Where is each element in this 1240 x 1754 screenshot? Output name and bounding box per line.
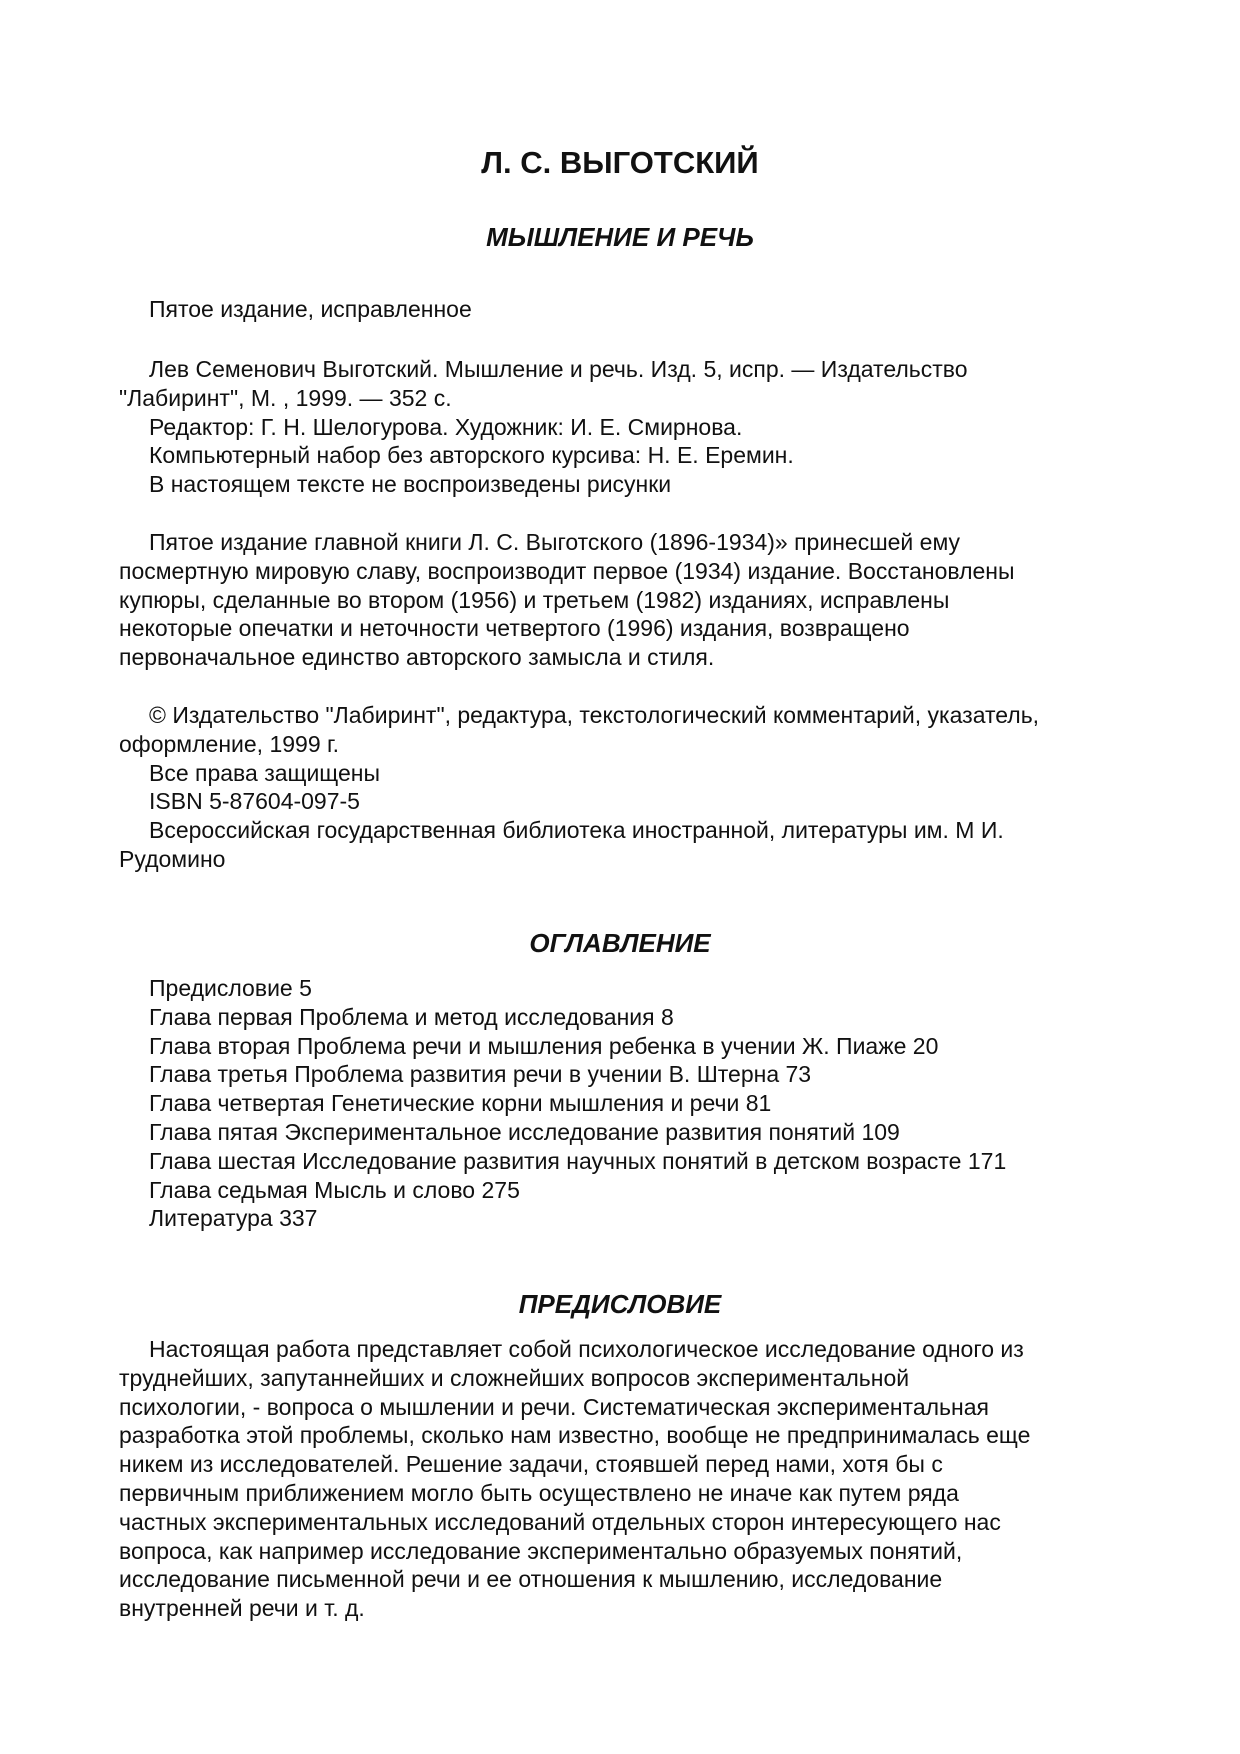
imprint-line: Компьютерный набор без авторского курсива: Н. Е. Еремин.: [149, 442, 794, 469]
preface-line: первичным приближением могло быть осуществлено не иначе как путем ряда: [119, 1479, 959, 1506]
abstract-line: купюры, сделанные во втором (1956) и третьем (1982) изданиях, исправлены: [119, 586, 950, 613]
preface-line: исследование письменной речи и ее отношения к мышлению, исследование: [119, 1566, 943, 1593]
preface-heading: ПРЕДИСЛОВИЕ: [518, 1289, 722, 1319]
imprint-block: [119, 355, 1129, 499]
preface-line: разработка этой проблемы, сколько нам известно, вообще не предпринималась еще: [119, 1422, 1031, 1449]
copyright-line: © Издательство "Лабиринт", редактура, текстологический комментарий, указатель,: [149, 702, 1040, 728]
table-of-contents: [119, 974, 1129, 1233]
copyright-block: [119, 701, 1129, 874]
toc-heading: ОГЛАВЛЕНИЕ: [529, 928, 711, 958]
toc-item[interactable]: Глава шестая Исследование развития научных понятий в детском возрасте 171: [149, 1147, 1007, 1174]
toc-item[interactable]: Глава седьмая Мысль и слово 275: [149, 1176, 520, 1203]
copyright-line: Все права защищены: [149, 759, 380, 786]
preface-line: психологии, - вопроса о мышлении и речи. Систематическая экспериментальная: [119, 1393, 989, 1420]
edition-note: [119, 295, 1129, 324]
imprint-line: В настоящем тексте не воспроизведены рисунки: [149, 471, 672, 498]
abstract-line: Пятое издание главной книги Л. С. Выготского (1896-1934)» принесшей ему: [149, 529, 961, 555]
abstract-block: [119, 528, 1129, 672]
preface-line: частных экспериментальных исследований отдельных сторон интересующего нас: [119, 1508, 1001, 1535]
preface-line: никем из исследователей. Решение задачи, стоявшей перед нами, хотя бы с: [119, 1451, 943, 1478]
copyright-line: оформление, 1999 г.: [119, 730, 339, 757]
preface-line: труднейших, запутаннейших и сложнейших вопросов экспериментальной: [119, 1364, 910, 1391]
preface-line: Настоящая работа представляет собой психологическое исследование одного из: [149, 1336, 1024, 1362]
preface-line: внутренней речи и т. д.: [119, 1595, 365, 1622]
book-title: МЫШЛЕНИЕ И РЕЧЬ: [486, 222, 754, 252]
copyright-line: Всероссийская государственная библиотека иностранной, литературы им. М И.: [149, 817, 1004, 844]
imprint-line: Лев Семенович Выготский. Мышление и речь. Изд. 5, испр. — Издательство: [149, 356, 968, 382]
copyright-line: Рудомино: [119, 845, 226, 872]
toc-item[interactable]: Предисловие 5: [149, 975, 312, 1001]
toc-item[interactable]: Глава вторая Проблема речи и мышления ребенка в учении Ж. Пиаже 20: [149, 1032, 939, 1059]
abstract-line: некоторые опечатки и неточности четвертого (1996) издания, возвращено: [119, 615, 910, 642]
abstract-line: посмертную мировую славу, воспроизводит первое (1934) издание. Восстановлены: [119, 557, 1015, 584]
copyright-line: ISBN 5-87604-097-5: [149, 788, 360, 815]
abstract-line: первоначальное единство авторского замысла и стиля.: [119, 644, 715, 671]
toc-item[interactable]: Глава первая Проблема и метод исследования 8: [149, 1003, 674, 1030]
toc-item[interactable]: Глава третья Проблема развития речи в учении В. Штерна 73: [149, 1061, 812, 1088]
edition-line: Пятое издание, исправленное: [149, 296, 472, 322]
preface-line: вопроса, как например исследование экспериментально образуемых понятий,: [119, 1537, 963, 1564]
toc-item[interactable]: Глава четвертая Генетические корни мышления и речи 81: [149, 1090, 772, 1117]
toc-item[interactable]: Литература 337: [149, 1205, 318, 1232]
imprint-line: Редактор: Г. Н. Шелогурова. Художник: И. Е. Смирнова.: [149, 413, 743, 440]
toc-item[interactable]: Глава пятая Экспериментальное исследование развития понятий 109: [149, 1118, 900, 1145]
imprint-line: "Лабиринт", М. , 1999. — 352 с.: [119, 384, 452, 411]
author-heading: Л. С. ВЫГОТСКИЙ: [481, 145, 759, 180]
preface-text: [119, 1335, 1129, 1623]
